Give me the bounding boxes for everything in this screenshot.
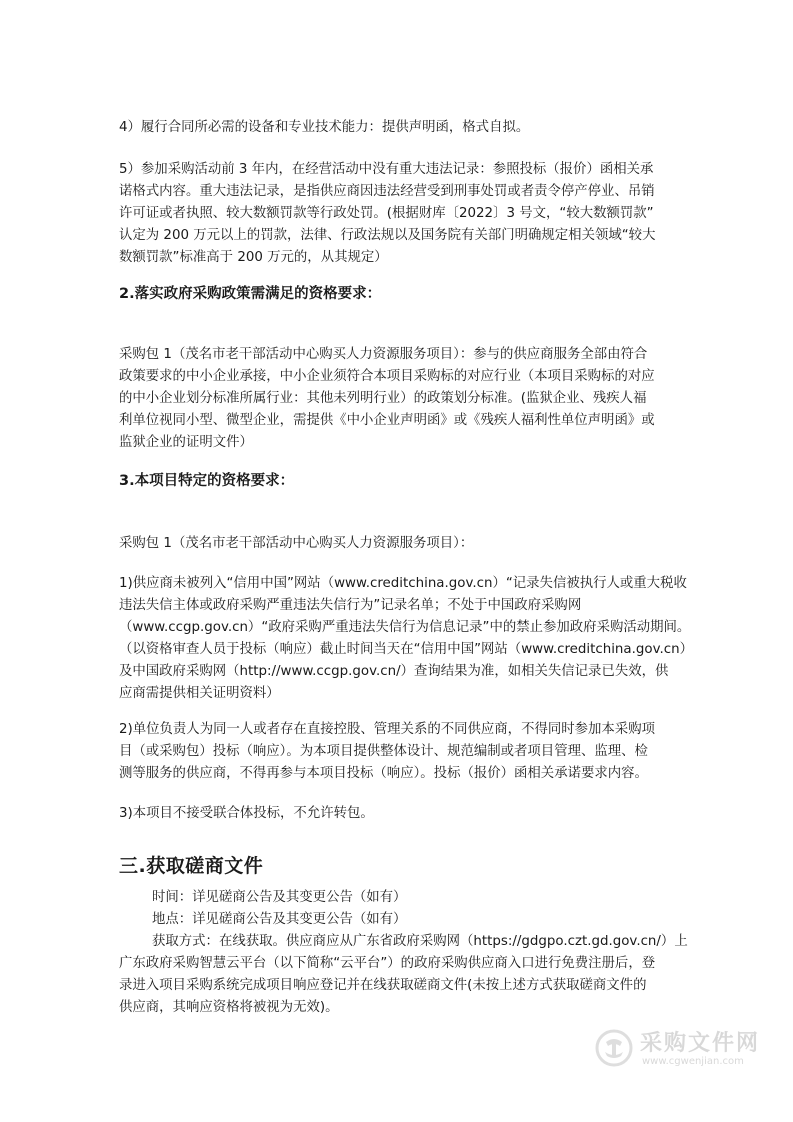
- item-2-line: 测等服务的供应商，不得再参与本项目投标（响应）。投标（报价）函相关承诺要求内容。: [119, 766, 648, 781]
- item-1-line: 违法失信主体或政府采购严重违法失信行为”记录名单；不处于中国政府采购网: [119, 598, 582, 613]
- item-1-line: （www.ccgp.gov.cn）“政府采购严重违法失信行为信息记录”中的禁止参加政府采购活动期间。: [119, 620, 691, 635]
- item-1-line: 应商需提供相关证明资料）: [119, 686, 280, 701]
- section-2-line: 监狱企业的证明文件）: [119, 435, 253, 450]
- item-5-line: 诺格式内容。重大违法记录，是指供应商因违法经营受到刑事处罚或者责令停产停业、吊销: [119, 184, 655, 199]
- item-1-line: 及中国政府采购网（http://www.ccgp.gov.cn/）查询结果为准，如相关失信记录已失效，供: [119, 664, 669, 679]
- item-4-text: 4）履行合同所必需的设备和专业技术能力：提供声明函，格式自拟。: [119, 120, 530, 135]
- item-1-line: 1)供应商未被列入“信用中国”网站（www.creditchina.gov.cn）“记录失信被执行人或重大税收: [119, 576, 687, 591]
- section-3-item-2: [119, 719, 679, 785]
- section-3-heading: 3.本项目特定的资格要求：: [119, 473, 295, 489]
- item-5-line: 5）参加采购活动前 3 年内，在经营活动中没有重大违法记录：参照投标（报价）函相关承: [119, 162, 654, 177]
- item-1-line: （以资格审查人员于投标（响应）截止时间当天在“信用中国”网站（www.creditchina.gov.cn）: [119, 642, 693, 657]
- watermark-url: www.cgwenjian.com: [642, 1056, 744, 1067]
- time-line: 时间：详见磋商公告及其变更公告（如有）: [152, 890, 407, 905]
- section-3-item-1: [119, 573, 693, 705]
- section-2-line: 利单位视同小型、微型企业，需提供《中小企业声明函》或《残疾人福利性单位声明函》或: [119, 413, 655, 428]
- section-3-package: 采购包 1（茂名市老干部活动中心购买人力资源服务项目）：: [119, 536, 474, 551]
- item-5-line: 认定为 200 万元以上的罚款，法律、行政法规以及国务院有关部门明确规定相关领域“较大: [119, 228, 656, 243]
- watermark: [590, 1020, 760, 1076]
- get-documents-heading: 三.获取磋商文件: [119, 855, 264, 877]
- method-line: 广东政府采购智慧云平台（以下简称“云平台”）的政府采购供应商入口进行免费注册后，登: [119, 956, 656, 971]
- item-5-line: 许可证或者执照、较大数额罚款等行政处罚。(根据财库〔2022〕3 号文，“较大数额罚款”: [119, 206, 654, 221]
- section-2-line: 政策要求的中小企业承接，中小企业须符合本项目采购标的对应行业（本项目采购标的对应: [119, 369, 655, 384]
- item-5-line: 数额罚款”标准高于 200 万元的，从其规定）: [119, 250, 388, 265]
- watermark-logo-icon: [594, 1028, 634, 1068]
- section-3-item-3: 3)本项目不接受联合体投标，不允许转包。: [119, 806, 374, 821]
- section-2-line: 采购包 1（茂名市老干部活动中心购买人力资源服务项目）：参与的供应商服务全部由符合: [119, 347, 648, 362]
- watermark-text: 采购文件网: [640, 1031, 761, 1056]
- method-line: 获取方式：在线获取。供应商应从广东省政府采购网（https://gdgpo.czt.gd.gov.cn/）上: [152, 934, 688, 949]
- section-2-line: 的中小企业划分标准所属行业：其他未列明行业）的政策划分标准。(监狱企业、残疾人福: [119, 391, 647, 406]
- item-5-paragraph: [119, 159, 679, 269]
- method-line: 供应商，其响应资格将被视为无效)。: [119, 1000, 339, 1015]
- method-paragraph: [119, 931, 688, 1019]
- method-line: 录进入项目采购系统完成项目响应登记并在线获取磋商文件(未按上述方式获取磋商文件的: [119, 978, 647, 993]
- section-2-heading: 2.落实政府采购政策需满足的资格要求：: [119, 286, 382, 302]
- item-2-line: 目（或采购包）投标（响应）。为本项目提供整体设计、规范编制或者项目管理、监理、检: [119, 744, 648, 759]
- item-2-line: 2)单位负责人为同一人或者存在直接控股、管理关系的不同供应商，不得同时参加本采购项: [119, 722, 655, 737]
- section-2-paragraph: [119, 344, 679, 454]
- place-line: 地点：详见磋商公告及其变更公告（如有）: [152, 912, 407, 927]
